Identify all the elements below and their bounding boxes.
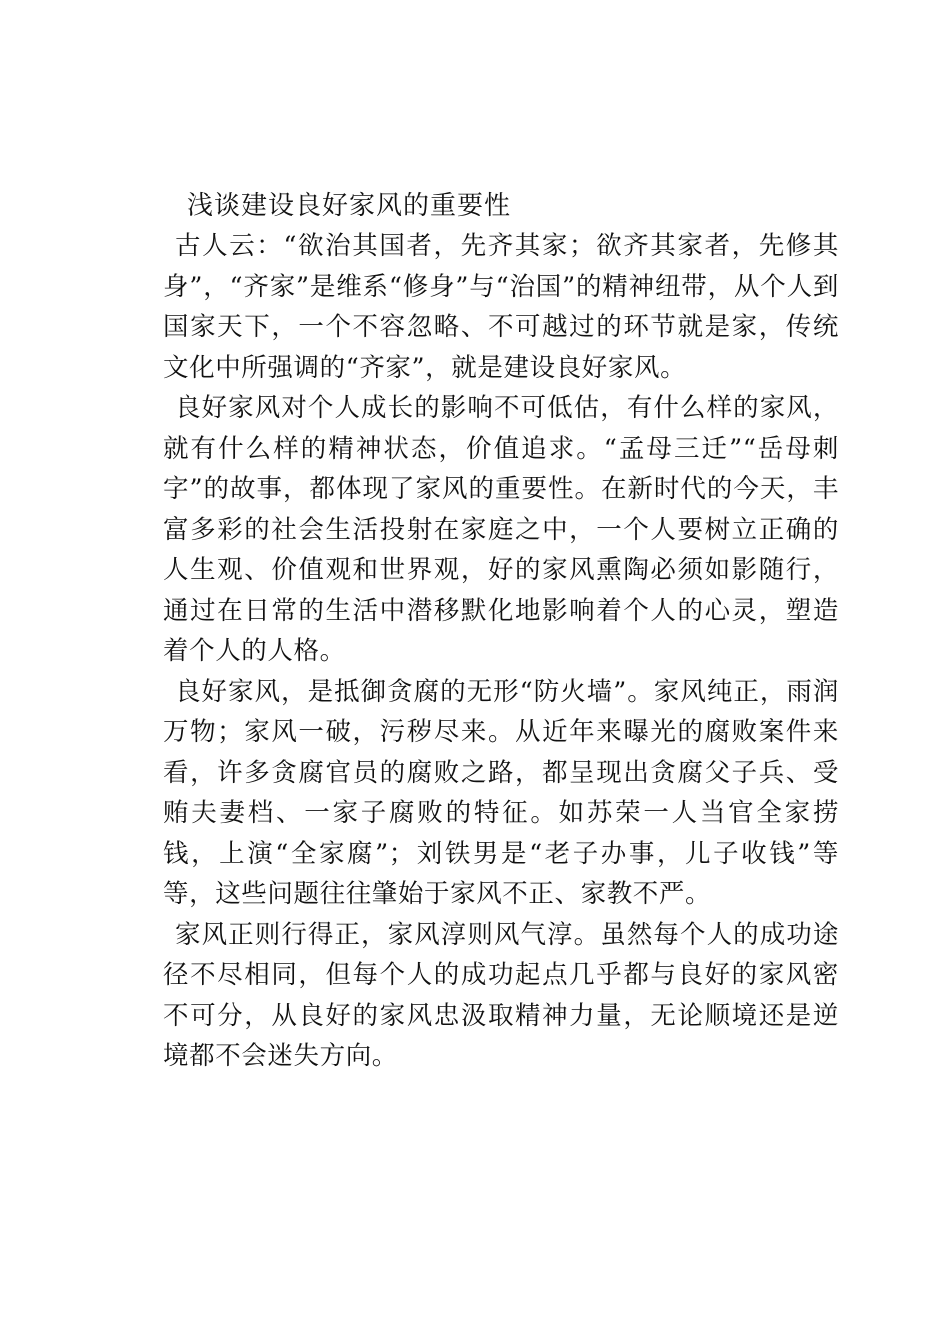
paragraph-2: 良好家风对个人成长的影响不可低估，有什么样的家风，就有什么样的精神状态，价值追求。“孟母三迁”“岳母刺字”的故事，都体现了家风的重要性。在新时代的今天，丰富多彩的社会生活投射在家庭之中，一个人要树立正确的人生观、价值观和世界观，好的家风熏陶必须如影随行，通过在日常的生活中潜移默化地影响着个人的心灵，塑造着个人的人格。: [163, 393, 839, 666]
document-title: 浅谈建设良好家风的重要性: [187, 191, 512, 221]
paragraph-1: 古人云：“欲治其国者，先齐其家；欲齐其家者，先修其身”，“齐家”是维系“修身”与“治国”的精神纽带，从个人到国家天下，一个不容忽略、不可越过的环节就是家，传统文化中所强调的“齐家”，就是建设良好家风。: [163, 231, 839, 383]
document-body: [163, 186, 839, 1077]
paragraph-3: 良好家风，是抵御贪腐的无形“防火墙”。家风纯正，雨润万物；家风一破，污秽尽来。从近年来曝光的腐败案件来看，许多贪腐官员的腐败之路，都呈现出贪腐父子兵、受贿夫妻档、一家子腐败的特征。如苏荣一人当官全家捞钱，上演“全家腐”；刘铁男是“老子办事，儿子收钱”等等，这些问题往往肇始于家风不正、家教不严。: [163, 676, 839, 909]
paragraph-4: 家风正则行得正，家风淳则风气淳。虽然每个人的成功途径不尽相同，但每个人的成功起点几乎都与良好的家风密不可分，从良好的家风忠汲取精神力量，无论顺境还是逆境都不会迷失方向。: [163, 919, 839, 1071]
